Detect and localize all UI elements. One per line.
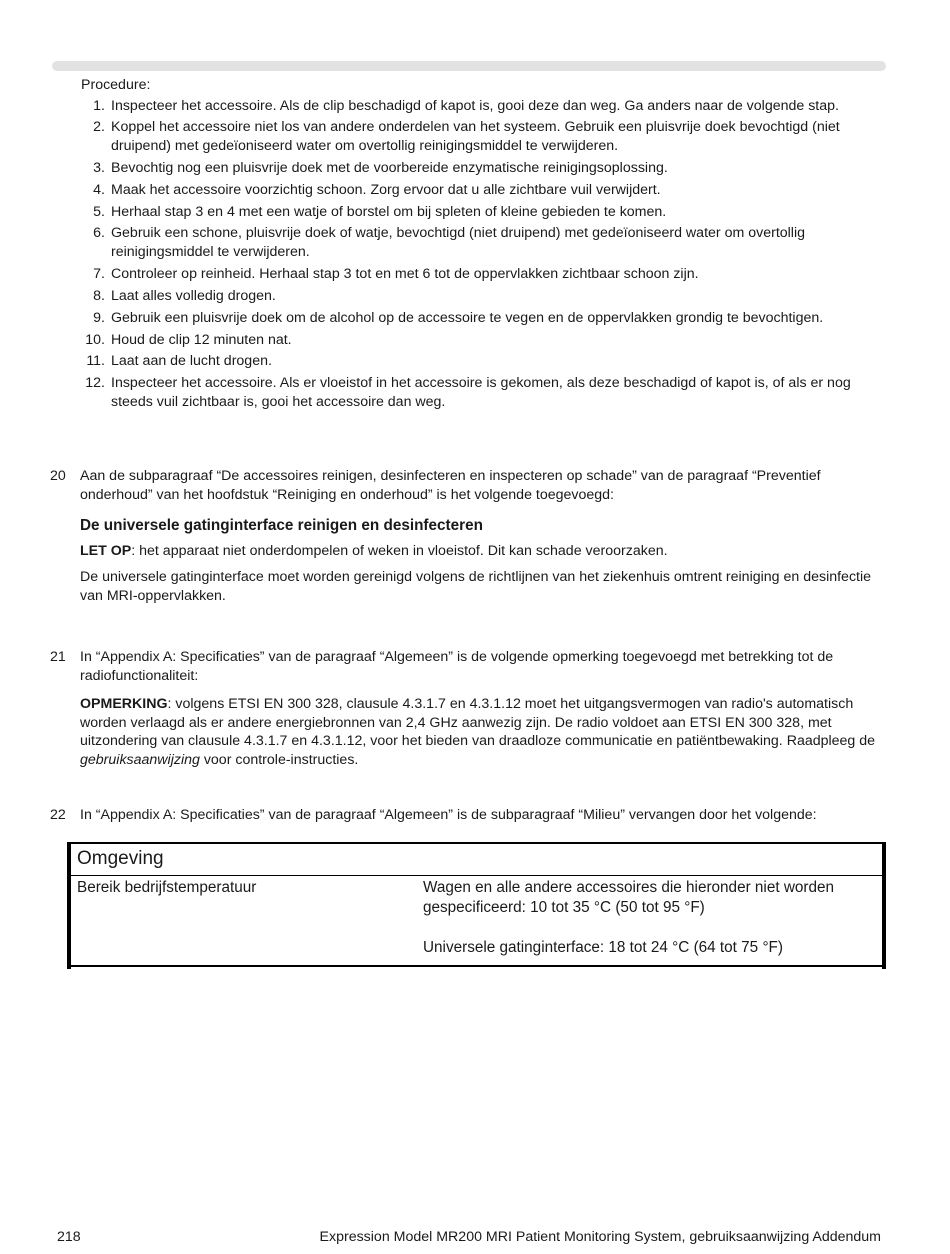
section-heading: De universele gatinginterface reinigen en desinfecteren	[80, 517, 483, 534]
step-number: 3.	[93, 159, 105, 176]
note-label: OPMERKING	[80, 696, 168, 712]
procedure-section	[81, 76, 881, 415]
step-text: Gebruik een pluisvrije doek om de alcohol op de accessoire te vegen en de oppervlakken grondig te bevochtigen.	[111, 309, 824, 326]
item-number: 21	[50, 649, 66, 665]
procedure-step	[81, 203, 881, 222]
step-text: Maak het accessoire voorzichtig schoon. Zorg ervoor dat u alle zichtbare vuil verwijdert.	[111, 181, 661, 198]
procedure-step	[81, 224, 881, 261]
body-paragraph: De universele gatinginterface moet worden gereinigd volgens de richtlijnen van het ziekenhuis omtrent reiniging en desinfectie van MRI-oppervlakken.	[80, 569, 872, 604]
step-number: 12.	[85, 375, 105, 392]
environment-table	[67, 842, 886, 969]
procedure-step	[81, 159, 881, 178]
note-paragraph	[80, 695, 890, 769]
note-italic: gebruiksaanwijzing	[80, 751, 200, 768]
step-text: Laat aan de lucht drogen.	[111, 353, 272, 370]
table-value: Wagen en alle andere accessoires die hieronder niet worden gespecificeerd: 10 tot 35 °C (50 tot 95 °F)	[423, 879, 834, 916]
procedure-step	[81, 181, 881, 200]
step-number: 8.	[93, 287, 105, 304]
procedure-step	[81, 265, 881, 284]
step-text: Inspecteer het accessoire. Als de clip beschadigd of kapot is, gooi deze dan weg. Ga anders naar de volgende stap.	[111, 97, 839, 114]
procedure-step	[81, 97, 881, 116]
procedure-title: Procedure:	[81, 77, 151, 93]
note-text: : volgens ETSI EN 300 328, clausule 4.3.1.7 en 4.3.1.12 moet het uitgangsvermogen van radio's automatisch worden verlaagd als er andere energiebronnen van 2,4 GHz aanwezig zijn. De radio voldoet aan ETSI EN 300 328, met uitzondering van clausule 4.3.1.7 en 4.3.1.12, voor het bieden van draadloze communicatie en patiëntbewaking. Raadpleeg de	[80, 696, 876, 749]
step-text: Inspecteer het accessoire. Als er vloeistof in het accessoire is gekomen, als deze beschadigd of kapot is, of als er nog steeds vuil zichtbaar is, gooi het accessoire dan weg.	[111, 375, 851, 410]
table-row	[71, 876, 882, 967]
note-end: voor controle-instructies.	[199, 751, 359, 768]
step-text: Laat alles volledig drogen.	[111, 287, 276, 304]
step-number: 11.	[86, 353, 105, 370]
item-intro: Aan de subparagraaf “De accessoires reinigen, desinfecteren en inspecteren op schade” van de paragraaf “Preventief onderhoud” van het hoofdstuk “Reiniging en onderhoud” is het volgende toegevoegd:	[80, 468, 821, 503]
step-text: Houd de clip 12 minuten nat.	[111, 331, 292, 348]
caution-text: : het apparaat niet onderdompelen of weken in vloeistof. Dit kan schade veroorzaken.	[131, 542, 668, 559]
page-number: 218	[57, 1229, 81, 1245]
procedure-steps	[81, 97, 881, 412]
item-intro: In “Appendix A: Specificaties” van de paragraaf “Algemeen” is de volgende opmerking toegevoegd met betrekking tot de radiofunctionaliteit:	[80, 649, 834, 684]
procedure-step	[81, 287, 881, 306]
item-20	[50, 467, 890, 605]
procedure-step	[81, 118, 881, 155]
step-number: 7.	[93, 265, 105, 282]
table-value: Universele gatinginterface: 18 tot 24 °C (64 tot 75 °F)	[423, 939, 783, 956]
step-number: 10.	[85, 331, 105, 348]
step-number: 4.	[93, 181, 105, 198]
header-rule	[52, 61, 886, 71]
step-text: Koppel het accessoire niet los van andere onderdelen van het systeem. Gebruik een pluisvrije doek bevochtigd (niet druipend) met gedeïoniseerd water om overtollig reinigingsmiddel te verwijderen.	[111, 119, 840, 154]
footer-title: Expression Model MR200 MRI Patient Monitoring System, gebruiksaanwijzing Addendum	[319, 1229, 881, 1245]
table-title: Omgeving	[71, 842, 882, 876]
step-number: 2.	[93, 119, 105, 136]
step-text: Controleer op reinheid. Herhaal stap 3 tot en met 6 tot de oppervlakken zichtbaar schoon zijn.	[111, 265, 699, 282]
procedure-step	[81, 374, 881, 411]
step-number: 5.	[93, 203, 105, 220]
caution-label: LET OP	[80, 542, 132, 559]
step-number: 6.	[93, 225, 105, 242]
step-number: 9.	[93, 309, 105, 326]
item-number: 20	[50, 468, 66, 484]
procedure-step	[81, 309, 881, 328]
table-value-cell	[423, 878, 888, 958]
item-intro: In “Appendix A: Specificaties” van de paragraaf “Algemeen” is de subparagraaf “Milieu” vervangen door het volgende:	[80, 807, 817, 823]
procedure-step	[81, 352, 881, 371]
table-label: Bereik bedrijfstemperatuur	[77, 879, 257, 896]
procedure-step	[81, 331, 881, 350]
caution-paragraph	[80, 542, 890, 561]
item-22	[50, 806, 890, 825]
step-number: 1.	[93, 97, 105, 114]
item-21	[50, 648, 890, 769]
step-text: Gebruik een schone, pluisvrije doek of watje, bevochtigd (niet druipend) met gedeïoniseerd water om overtollig reinigingsmiddel te verwijderen.	[111, 225, 805, 260]
step-text: Herhaal stap 3 en 4 met een watje of borstel om bij spleten of kleine gebieden te komen.	[111, 203, 667, 220]
step-text: Bevochtig nog een pluisvrije doek met de voorbereide enzymatische reinigingsoplossing.	[111, 159, 668, 176]
item-number: 22	[50, 807, 66, 823]
